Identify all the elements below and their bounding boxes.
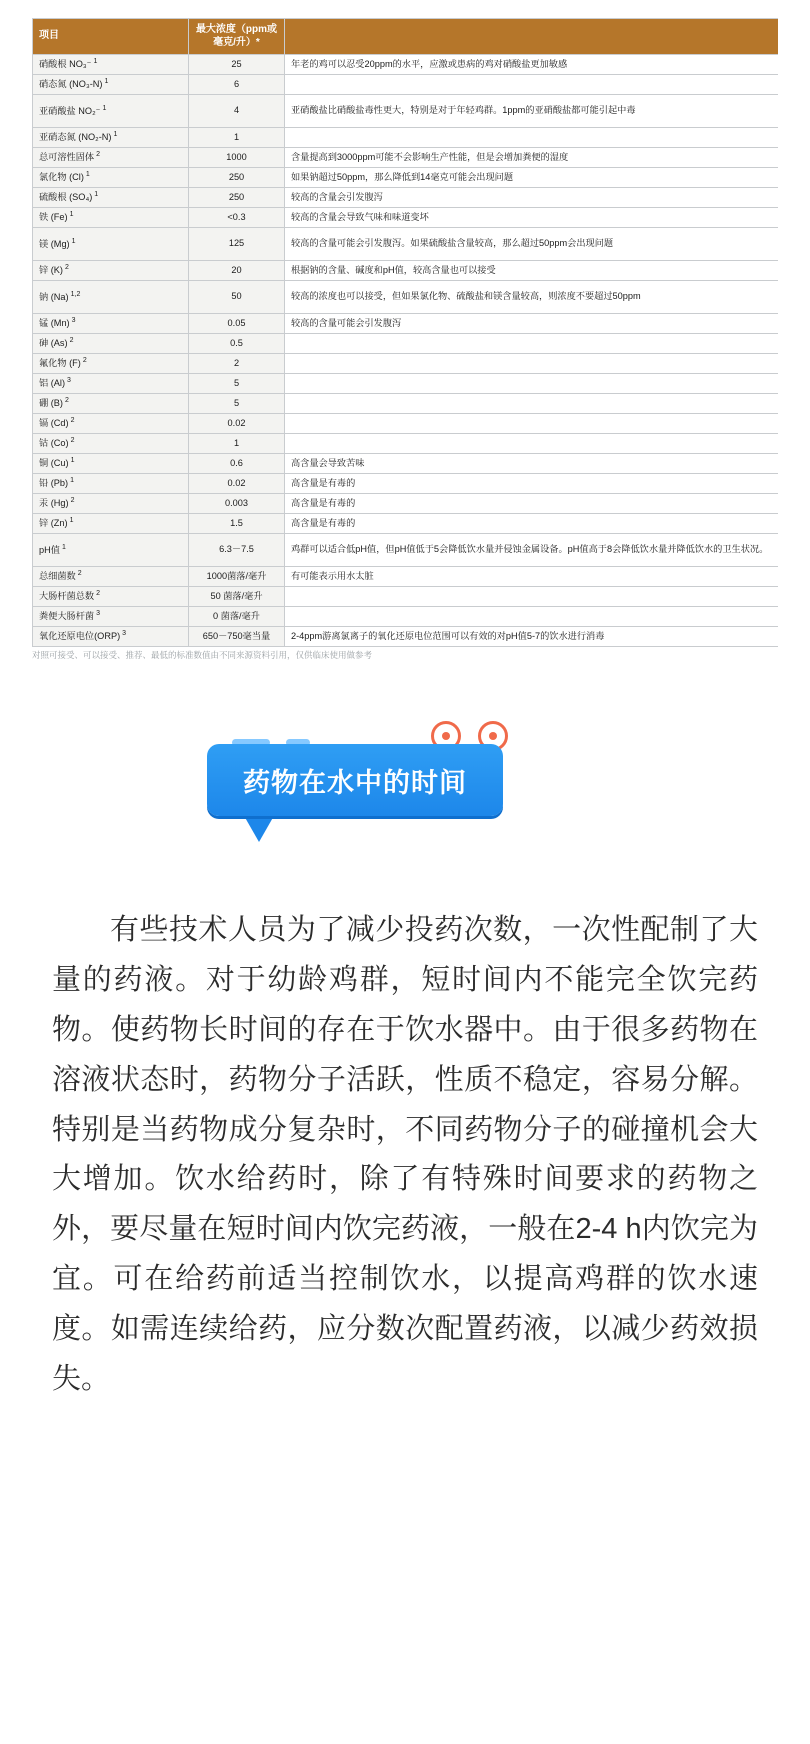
footnote-marker: 2 (96, 151, 101, 159)
table-cell-value: 125 (189, 228, 285, 261)
table-cell-value: 0.02 (189, 474, 285, 494)
table-header-max-concentration: 最大浓度（ppm或毫克/升）* (189, 19, 285, 55)
footnote-marker: 1 (70, 457, 75, 465)
table-header-notes (285, 19, 779, 55)
table-row (33, 414, 779, 434)
footnote-marker: 1 (102, 104, 107, 112)
table-cell-note: 年老的鸡可以忍受20ppm的水平，应激或患病的鸡对硝酸盐更加敏感 (285, 55, 779, 75)
table-cell-value: 0 菌落/毫升 (189, 607, 285, 627)
table-cell-item: 总细菌数 $^2$ (33, 567, 189, 587)
table-cell-item: 铅 (Pb) $^1$ (33, 474, 189, 494)
footnote-marker: 1 (61, 543, 66, 551)
table-cell-note: 含量提高到3000ppm可能不会影响生产性能，但是会增加粪便的湿度 (285, 148, 779, 168)
table-cell-note (285, 607, 779, 627)
footnote-marker: 2 (65, 397, 69, 405)
table-row (33, 95, 779, 128)
table-row (33, 627, 779, 647)
table-row (33, 55, 779, 75)
footnote-marker: 1 (69, 517, 74, 525)
table-cell-item: 锰 (Mn) $^3$ (33, 314, 189, 334)
footnote-marker: 1,2 (70, 290, 81, 298)
table-cell-item: pH值 $^1$ (33, 534, 189, 567)
footnote-marker: 3 (96, 610, 101, 618)
table-cell-value: 250 (189, 168, 285, 188)
table-row (33, 128, 779, 148)
table-cell-item: 粪便大肠杆菌 $^3$ (33, 607, 189, 627)
table-cell-value: 0.02 (189, 414, 285, 434)
table-header-row (33, 19, 779, 55)
footnote-marker: 2 (70, 417, 75, 425)
banner-title: 药物在水中的时间 (243, 767, 467, 798)
footnote-marker: 2 (96, 590, 101, 598)
table-cell-value: 2 (189, 354, 285, 374)
table-row (33, 314, 779, 334)
table-cell-value: 6.3－7.5 (189, 534, 285, 567)
table-cell-value: 5 (189, 394, 285, 414)
table-row (33, 534, 779, 567)
table-row (33, 514, 779, 534)
table-body (33, 55, 779, 647)
table-row (33, 228, 779, 261)
table-row (33, 567, 779, 587)
footnote-marker: 1 (94, 191, 99, 199)
table-cell-value: 25 (189, 55, 285, 75)
footnote-marker: 3 (122, 630, 127, 638)
table-cell-value: 650－750毫当量 (189, 627, 285, 647)
table-cell-value: 4 (189, 95, 285, 128)
footnote-marker: 1 (85, 171, 90, 179)
table-cell-item: 钴 (Co) $^2$ (33, 434, 189, 454)
table-cell-note: 2-4ppm游离氯离子的氧化还原电位范围可以有效的对pH值5-7的饮水进行消毒 (285, 627, 779, 647)
table-cell-item: 汞 (Hg) $^2$ (33, 494, 189, 514)
footnote-marker: 2 (82, 357, 87, 365)
table-cell-value: 50 (189, 281, 285, 314)
footnote-marker: 3 (71, 317, 76, 325)
table-cell-value: 0.6 (189, 454, 285, 474)
table-cell-value: 1 (189, 128, 285, 148)
table-cell-note: 较高的浓度也可以接受，但如果氯化物、硫酸盐和镁含量较高，则浓度不要超过50ppm (285, 281, 779, 314)
footnote-marker: 2 (70, 497, 75, 505)
table-cell-value: 5 (189, 374, 285, 394)
water-quality-table-wrapper (32, 18, 778, 647)
table-cell-value: 250 (189, 188, 285, 208)
table-cell-item: 大肠杆菌总数 $^2$ (33, 587, 189, 607)
table-cell-note: 较高的含量可能会引发腹泻 (285, 314, 779, 334)
table-cell-item: 硫酸根 (SO₄) $^1$ (33, 188, 189, 208)
table-cell-value: 0.003 (189, 494, 285, 514)
table-cell-value: <0.3 (189, 208, 285, 228)
table-cell-value: 0.5 (189, 334, 285, 354)
table-cell-note: 较高的含量会引发腹泻 (285, 188, 779, 208)
table-cell-note (285, 394, 779, 414)
table-cell-item: 铁 (Fe) $^1$ (33, 208, 189, 228)
table-cell-note: 如果钠超过50ppm，那么降低到14毫克可能会出现问题 (285, 168, 779, 188)
article-body (52, 906, 758, 1405)
table-cell-item: 硝态氮 (NO₃-N) $^1$ (33, 75, 189, 95)
table-cell-item: 锌 (Zn) $^1$ (33, 514, 189, 534)
table-cell-value: 1000菌落/毫升 (189, 567, 285, 587)
table-cell-item: 总可溶性固体 $^2$ (33, 148, 189, 168)
article-page (0, 18, 810, 1744)
table-footnote: 对照可接受、可以接受、推荐、最低的标准数值由不同来源资料引用，仅供临床使用做参考 (32, 650, 373, 660)
table-row (33, 374, 779, 394)
table-row (33, 607, 779, 627)
footnote-marker: 1 (113, 131, 118, 139)
table-cell-item: 镁 (Mg) $^1$ (33, 228, 189, 261)
water-quality-table (32, 18, 778, 647)
table-cell-value: 50 菌落/毫升 (189, 587, 285, 607)
footnote-marker: 2 (70, 437, 75, 445)
footnote-marker: 1 (93, 58, 98, 66)
table-cell-item: 铝 (Al) $^3$ (33, 374, 189, 394)
table-cell-value: 1 (189, 434, 285, 454)
table-cell-item: 镉 (Cd) $^2$ (33, 414, 189, 434)
table-cell-note: 亚硝酸盐比硝酸盐毒性更大，特别是对于年轻鸡群。1ppm的亚硝酸盐都可能引起中毒 (285, 95, 779, 128)
table-row (33, 168, 779, 188)
table-cell-value: 1.5 (189, 514, 285, 534)
footnote-marker: 2 (69, 337, 74, 345)
table-cell-value: 0.05 (189, 314, 285, 334)
table-cell-value: 1000 (189, 148, 285, 168)
table-cell-note: 高含量是有毒的 (285, 514, 779, 534)
table-cell-note (285, 334, 779, 354)
table-header (33, 19, 779, 55)
table-row (33, 474, 779, 494)
table-row (33, 334, 779, 354)
table-cell-note (285, 414, 779, 434)
table-header-item: 项目 (33, 19, 189, 55)
footnote-marker: 1 (71, 237, 76, 245)
table-row (33, 354, 779, 374)
table-cell-note: 较高的含量可能会引发腹泻。如果硫酸盐含量较高，那么超过50ppm会出现问题 (285, 228, 779, 261)
table-cell-note: 高含量会导致苦味 (285, 454, 779, 474)
table-cell-item: 硼 (B) $^2$ (33, 394, 189, 414)
table-cell-note: 较高的含量会导致气味和味道变坏 (285, 208, 779, 228)
table-row (33, 208, 779, 228)
table-cell-item: 砷 (As) $^2$ (33, 334, 189, 354)
table-cell-note (285, 128, 779, 148)
table-cell-value: 20 (189, 261, 285, 281)
table-cell-note (285, 75, 779, 95)
section-banner (0, 718, 810, 878)
footnote-marker: 2 (65, 264, 69, 272)
table-cell-item: 硝酸根 NO₃⁻ $^1$ (33, 55, 189, 75)
banner-bubble (207, 744, 503, 816)
table-cell-note (285, 434, 779, 454)
table-cell-note: 高含量是有毒的 (285, 494, 779, 514)
table-row (33, 75, 779, 95)
table-cell-item: 锌 (K) $^2$ (33, 261, 189, 281)
article-paragraph: 有些技术人员为了减少投药次数，一次性配制了大量的药液。对于幼龄鸡群，短时间内不能完全饮完药物。使药物长时间的存在于饮水器中。由于很多药物在溶液状态时，药物分子活跃，性质不稳定，容易分解。特别是当药物成分复杂时，不同药物分子的碰撞机会大大增加。饮水给药时，除了有特殊时间要求的药物之外，要尽量在短时间内饮完药液，一般在2-4 h内饮完为宜。可在给药前适当控制饮水，以提高鸡群的饮水速度。如需连续给药，应分数次配置药液，以减少药效损失。 (52, 914, 758, 1395)
table-row (33, 148, 779, 168)
footnote-marker: 1 (69, 211, 74, 219)
footnote-marker: 2 (77, 570, 82, 578)
table-cell-note: 有可能表示用水太脏 (285, 567, 779, 587)
footnote-marker: 1 (70, 477, 75, 485)
table-row (33, 281, 779, 314)
footnote-marker: 3 (67, 377, 71, 385)
table-cell-item: 氟化物 (F) $^2$ (33, 354, 189, 374)
table-cell-note (285, 374, 779, 394)
table-cell-note (285, 354, 779, 374)
footnote-marker: 1 (104, 78, 109, 86)
table-row (33, 434, 779, 454)
table-cell-note: 高含量是有毒的 (285, 474, 779, 494)
table-cell-item: 钠 (Na) $^{1,2}$ (33, 281, 189, 314)
table-row (33, 394, 779, 414)
table-row (33, 261, 779, 281)
table-cell-item: 铜 (Cu) $^1$ (33, 454, 189, 474)
table-cell-item: 亚硝态氮 (NO₂-N) $^1$ (33, 128, 189, 148)
table-row (33, 454, 779, 474)
table-row (33, 188, 779, 208)
table-cell-note (285, 587, 779, 607)
table-row (33, 494, 779, 514)
table-cell-item: 氧化还原电位(ORP) $^3$ (33, 627, 189, 647)
table-cell-item: 氯化物 (Cl) $^1$ (33, 168, 189, 188)
table-cell-note: 根据钠的含量、碱度和pH值，较高含量也可以接受 (285, 261, 779, 281)
table-cell-item: 亚硝酸盐 NO₂⁻ $^1$ (33, 95, 189, 128)
table-cell-note: 鸡群可以适合低pH值，但pH值低于5会降低饮水量并侵蚀金属设备。pH值高于8会降低饮水量并降低饮水的卫生状况。 (285, 534, 779, 567)
banner-bubble-tail (243, 814, 275, 842)
table-row (33, 587, 779, 607)
table-cell-value: 6 (189, 75, 285, 95)
